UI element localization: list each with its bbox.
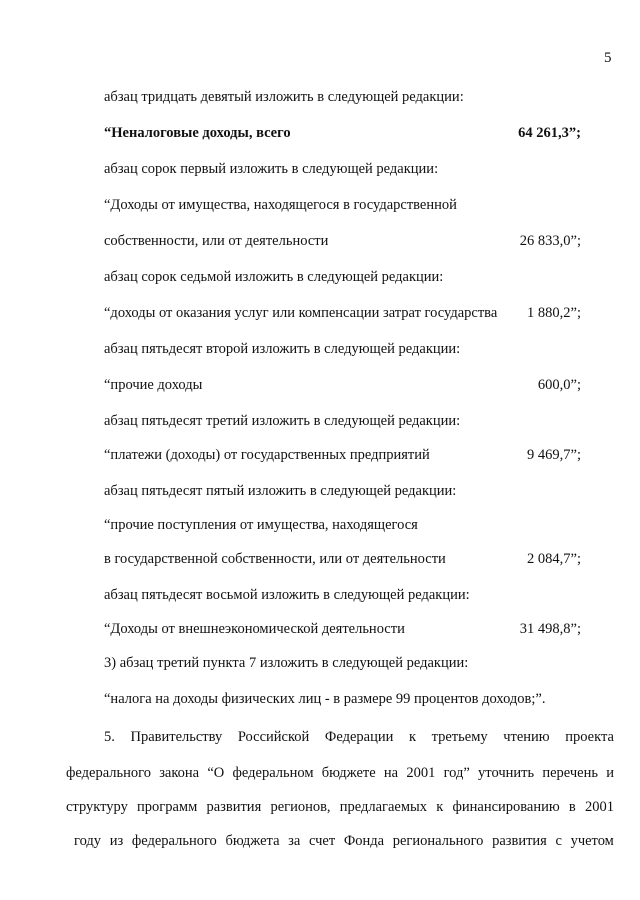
document-line — [104, 304, 609, 322]
line-amount: 2 084,7”; — [527, 551, 581, 567]
line-amount: 31 498,8”; — [519, 621, 581, 637]
word: и — [606, 765, 614, 781]
word: развития — [206, 799, 262, 815]
word: предлагаемых — [339, 799, 428, 815]
line-text: “платежи (доходы) от государственных предприятий — [104, 447, 430, 463]
word: 2001 — [406, 765, 436, 781]
word: финансированию — [452, 799, 560, 815]
line-text: “Доходы от имущества, находящегося в государственной — [104, 197, 457, 213]
justified-line — [66, 764, 614, 782]
document-line — [104, 690, 609, 708]
word: к — [436, 799, 444, 815]
word: регионального — [392, 833, 484, 849]
line-text: абзац пятьдесят третий изложить в следующей редакции: — [104, 413, 461, 429]
line-text: “прочие поступления от имущества, находящегося — [104, 517, 418, 533]
line-amount: 64 261,3”; — [518, 125, 581, 141]
word: проекта — [565, 729, 614, 745]
word: учетом — [570, 833, 614, 849]
word: программ — [137, 799, 198, 815]
paragraph-5-line-4 — [74, 832, 614, 850]
word: на — [383, 765, 399, 781]
line-text: собственности, или от деятельности — [104, 233, 329, 249]
line-text: абзац пятьдесят второй изложить в следующей редакции: — [104, 341, 461, 357]
word: счет — [308, 833, 336, 849]
document-line — [104, 586, 609, 604]
line-text: абзац тридцать девятый изложить в следующей редакции: — [104, 89, 464, 105]
line-text: “прочие доходы — [104, 377, 203, 393]
word: структуру — [66, 799, 128, 815]
word: федерального — [66, 765, 151, 781]
line-amount: 600,0”; — [537, 377, 581, 393]
word: “О — [207, 765, 225, 781]
document-line — [104, 88, 609, 106]
line-text: абзац сорок седьмой изложить в следующей редакции: — [104, 269, 444, 285]
document-line — [104, 160, 609, 178]
word: году — [74, 833, 102, 849]
word: с — [555, 833, 562, 849]
word: из — [109, 833, 124, 849]
document-line — [104, 412, 609, 430]
document-line — [104, 482, 609, 500]
line-text: “Доходы от внешнеэкономической деятельности — [104, 621, 405, 637]
line-text: “Неналоговые доходы, всего — [104, 125, 291, 141]
document-line — [104, 620, 609, 638]
word: развития — [492, 833, 547, 849]
document-line — [104, 376, 609, 394]
word: уточнить — [478, 765, 535, 781]
word: бюджета — [225, 833, 280, 849]
document-line — [104, 124, 609, 142]
word: чтению — [503, 729, 550, 745]
page-number: 5 — [604, 50, 612, 66]
justified-line — [74, 832, 614, 850]
document-line — [104, 268, 609, 286]
line-text: 3) абзац третий пункта 7 изложить в следующей редакции: — [104, 655, 469, 671]
word: перечень — [542, 765, 598, 781]
line-text: абзац пятьдесят пятый изложить в следующей редакции: — [104, 483, 457, 499]
document-line — [104, 196, 609, 214]
word: Правительству — [130, 729, 223, 745]
line-text: абзац сорок первый изложить в следующей редакции: — [104, 161, 439, 177]
line-text: “доходы от оказания услуг или компенсации затрат государства — [104, 305, 498, 321]
paragraph-5-line-2 — [66, 764, 614, 782]
word: год” — [443, 765, 470, 781]
justified-line — [66, 798, 614, 816]
line-text: абзац пятьдесят восьмой изложить в следующей редакции: — [104, 587, 470, 603]
document-line — [104, 232, 609, 250]
word: 5. — [104, 729, 115, 745]
line-amount: 9 469,7”; — [527, 447, 581, 463]
word: Российской — [237, 729, 310, 745]
line-text: “налога на доходы физических лиц - в размере 99 процентов доходов;”. — [104, 691, 546, 707]
word: в — [568, 799, 576, 815]
word: третьему — [431, 729, 488, 745]
paragraph-5-line-1 — [104, 728, 614, 746]
document-line — [104, 654, 609, 672]
document-line — [104, 340, 609, 358]
word: федерального — [131, 833, 217, 849]
paragraph-5-line-3 — [66, 798, 614, 816]
word: к — [408, 729, 417, 745]
word: федеральном — [232, 765, 314, 781]
document-line — [104, 550, 609, 568]
word: регионов, — [270, 799, 331, 815]
line-amount: 26 833,0”; — [519, 233, 581, 249]
line-amount: 1 880,2”; — [527, 305, 581, 321]
document-line — [104, 516, 609, 534]
word: закона — [159, 765, 200, 781]
word: за — [288, 833, 301, 849]
word: Федерации — [324, 729, 394, 745]
word: 2001 — [584, 799, 614, 815]
word: бюджете — [321, 765, 376, 781]
line-text: в государственной собственности, или от деятельности — [104, 551, 446, 567]
word: Фонда — [343, 833, 385, 849]
justified-line — [104, 728, 614, 746]
document-line — [104, 446, 609, 464]
